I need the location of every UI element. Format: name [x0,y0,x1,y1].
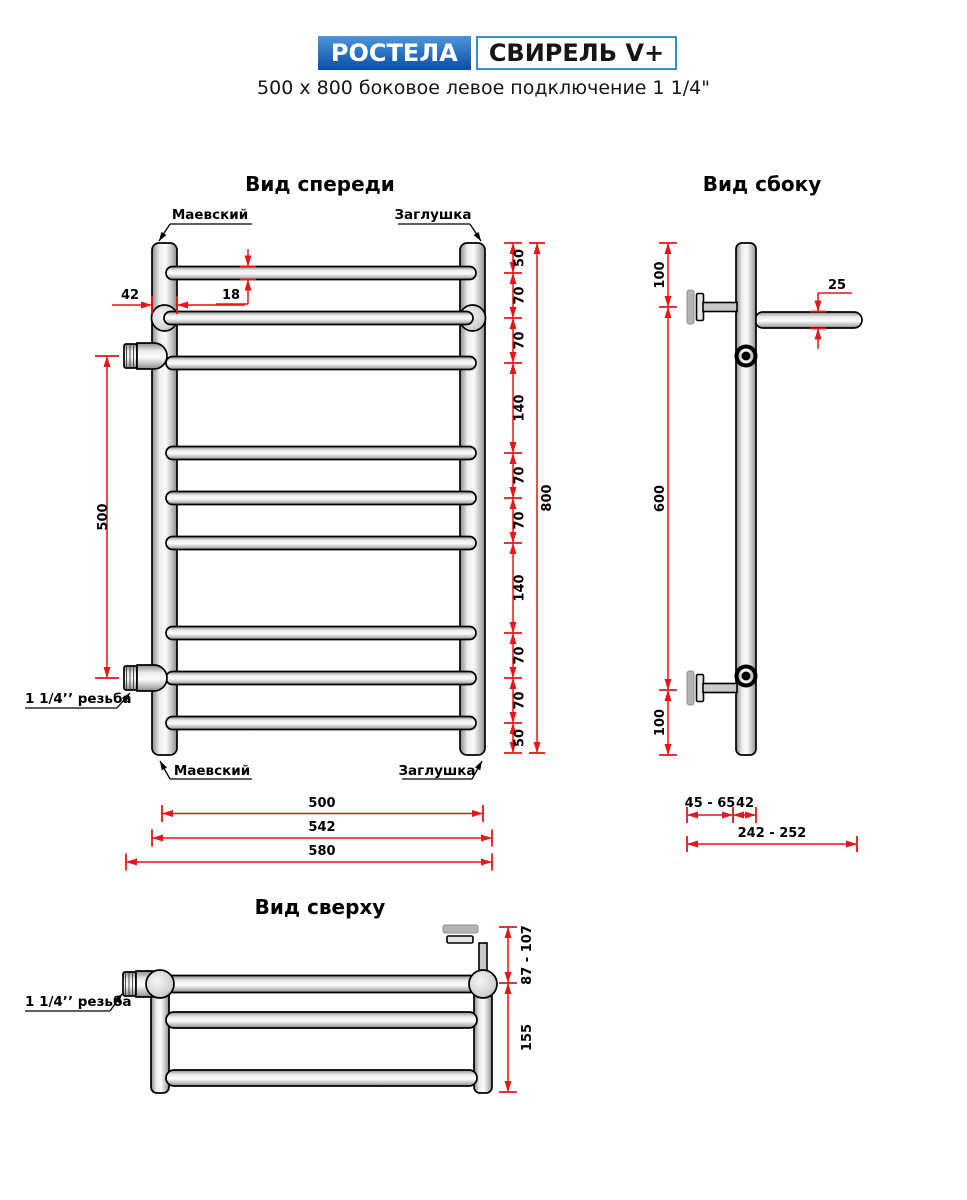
rung [166,267,476,280]
dim-width-full: 580 [308,844,336,859]
rung [166,492,476,505]
front-view-title: Вид спереди [245,172,395,196]
rung [166,717,476,730]
dim-shelf-bar-thickness: 25 [827,278,847,293]
dim-chain-segment: 140 [512,574,528,602]
label-plug-top: Заглушка [394,207,472,223]
dim-connection-span: 500 [96,503,111,531]
model-badge: СВИРЕЛЬ V+ [476,36,677,70]
side-frame [687,243,862,755]
dim-bracket-reach: 87 - 107 [520,925,535,985]
dim-chain-segment: 70 [512,286,528,305]
dim-top-offset: 100 [653,261,668,289]
leader-arrow [159,224,170,241]
rung [166,447,476,460]
top-frame [123,925,497,1093]
wall-bracket-top [687,290,737,324]
dim-chain-segment: 50 [512,248,528,268]
top-dimensions [499,925,535,1092]
dim-chain-segment: 70 [512,331,528,350]
bracket-flange-inner [447,936,473,943]
dim-chain-segment: 70 [512,691,528,710]
top-view [25,895,535,1093]
dim-total-depth: 242 - 252 [737,826,807,841]
dim-chain-segment: 70 [512,511,528,530]
label-plug-bottom: Заглушка [398,763,476,779]
connection-fitting-bottom [124,665,167,691]
dim-rung-thickness: 18 [221,288,241,303]
side-view-title: Вид сбоку [702,172,822,196]
dim-chain-segment: 70 [512,646,528,665]
top-view-title: Вид сверху [254,895,386,919]
product-subtitle: 500 x 800 боковое левое подключение 1 1/4" [257,77,710,99]
wall-bracket-bottom [687,671,737,705]
rung [166,357,476,370]
label-thread-top-view: 1 1/4’’ резьба [25,994,132,1010]
top-rail [160,976,483,993]
top-labels [25,994,132,1011]
label-air-valve-bottom: Маевский [173,763,251,779]
shelf-crossbar [166,1070,477,1086]
rung [166,672,476,685]
shelf-bar-side [755,312,862,328]
shelf-rung [164,312,473,325]
side-view [653,172,862,852]
dim-total-height: 800 [540,484,555,512]
dim-shelf-depth: 155 [520,1023,535,1052]
dim-chain-segment: 50 [512,728,528,748]
leader-arrow [470,224,481,241]
front-view [25,172,555,871]
dim-bottom-offset: 100 [653,708,668,737]
dim-chain-segment: 70 [512,466,528,485]
connection-fitting-top [124,343,167,369]
dim-chain-segment: 140 [512,394,528,422]
dim-post-diameter: 42 [120,288,140,303]
dim-width-outer: 542 [308,820,336,835]
brand-logo: РОСТЕЛА [318,36,471,70]
dim-bracket-span: 600 [653,484,668,513]
label-air-valve-top: Маевский [171,207,249,223]
post-section-right [469,970,497,998]
front-frame [124,243,486,755]
rung [166,627,476,640]
shelf-crossbar [166,1012,477,1028]
leader-arrow [160,761,170,779]
dim-width-axes: 500 [308,796,336,811]
rung [166,537,476,550]
bracket-flange-outer [443,925,478,933]
dim-post-depth: 42 [735,796,755,811]
dim-wall-clearance: 45 - 65 [684,796,736,811]
post-section-left [146,970,174,998]
label-thread-front: 1 1/4’’ резьба [25,691,132,707]
